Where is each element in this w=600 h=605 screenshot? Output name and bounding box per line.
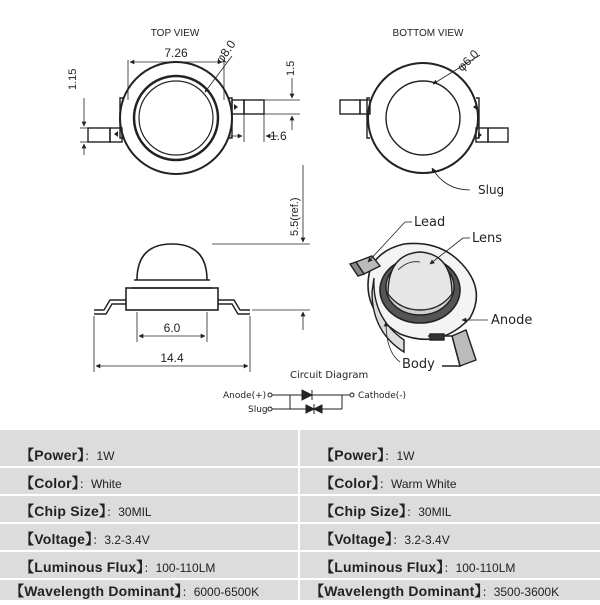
lens-label: Lens xyxy=(472,231,503,246)
dim-phi-8: φ8.0 xyxy=(212,37,239,66)
bottom-view xyxy=(340,28,508,197)
spec-row xyxy=(300,470,600,496)
spec-value: 6000-6500K xyxy=(193,585,260,599)
spec-key: 【Luminous Flux】 xyxy=(320,559,444,575)
spec-sep: ： xyxy=(181,585,194,599)
spec-key: 【Wavelength Dominant】 xyxy=(310,583,482,599)
spec-sep: ： xyxy=(92,533,105,547)
spec-row xyxy=(300,442,600,468)
spec-row xyxy=(300,526,600,552)
spec-row xyxy=(300,498,600,524)
spec-sep: ： xyxy=(384,449,397,463)
spec-value: White xyxy=(90,477,122,491)
top-view-title: TOP VIEW xyxy=(150,28,200,39)
spec-value: 30MIL xyxy=(418,505,452,519)
dim-14-4: 14.4 xyxy=(160,351,184,365)
spec-column-white xyxy=(0,430,300,600)
spec-value: 100-110LM xyxy=(455,561,516,575)
circuit-diagram xyxy=(223,370,406,415)
dim-1-5: 1.5 xyxy=(285,60,297,76)
body-label: Body xyxy=(402,357,435,372)
spec-sep: ： xyxy=(392,533,405,547)
spec-row xyxy=(300,578,600,604)
spec-sep: ： xyxy=(84,449,97,463)
dim-phi-6: φ6.0 xyxy=(454,46,482,75)
spec-value: Warm White xyxy=(390,477,457,491)
dim-7-26: 7.26 xyxy=(164,46,188,60)
spec-value: 1W xyxy=(396,449,415,463)
spec-key: 【Luminous Flux】 xyxy=(20,559,144,575)
spec-key: 【Voltage】 xyxy=(20,531,93,547)
spec-key: 【Power】 xyxy=(320,447,385,463)
spec-sep: ： xyxy=(481,585,494,599)
bottom-view-title: BOTTOM VIEW xyxy=(392,28,464,39)
spec-sep: ： xyxy=(106,505,119,519)
spec-value: 3.2-3.4V xyxy=(104,533,150,547)
circuit-cathode: Cathode(-) xyxy=(358,391,407,401)
spec-row xyxy=(0,442,298,468)
slug-label: Slug xyxy=(478,183,505,197)
spec-key: 【Chip Size】 xyxy=(20,503,107,519)
spec-sep: ： xyxy=(378,477,391,491)
spec-row xyxy=(0,578,298,604)
spec-value: 3.2-3.4V xyxy=(404,533,450,547)
spec-sep: ： xyxy=(78,477,91,491)
spec-table xyxy=(0,430,600,600)
dim-6-0: 6.0 xyxy=(163,321,181,335)
spec-key: 【Voltage】 xyxy=(320,531,393,547)
dim-1-6: 1.6 xyxy=(270,129,287,143)
spec-row xyxy=(0,470,298,496)
spec-value: 3500-3600K xyxy=(493,585,560,599)
spec-row xyxy=(300,554,600,580)
spec-row xyxy=(0,526,298,552)
spec-key: 【Color】 xyxy=(20,475,79,491)
spec-column-warm-white xyxy=(300,430,600,600)
spec-sep: ： xyxy=(443,561,456,575)
spec-value: 30MIL xyxy=(118,505,152,519)
spec-value: 100-110LM xyxy=(155,561,216,575)
dim-1-15: 1.15 xyxy=(67,68,79,90)
spec-key: 【Chip Size】 xyxy=(320,503,407,519)
anode-label: Anode xyxy=(491,313,533,328)
circuit-title: Circuit Diagram xyxy=(290,370,369,381)
spec-row xyxy=(0,498,298,524)
circuit-slug: Slug xyxy=(248,405,268,415)
spec-value: 1W xyxy=(96,449,115,463)
spec-key: 【Color】 xyxy=(320,475,379,491)
spec-sep: ： xyxy=(143,561,156,575)
circuit-anode: Anode(+) xyxy=(223,391,267,401)
spec-sep: ： xyxy=(406,505,419,519)
iso-view xyxy=(350,215,532,372)
spec-key: 【Power】 xyxy=(20,447,85,463)
side-view xyxy=(94,165,310,372)
dim-5-5-ref: 5.5(ref.) xyxy=(289,197,301,236)
spec-row xyxy=(0,554,298,580)
spec-key: 【Wavelength Dominant】 xyxy=(10,583,182,599)
top-view xyxy=(67,28,300,174)
lead-label: Lead xyxy=(414,215,446,230)
